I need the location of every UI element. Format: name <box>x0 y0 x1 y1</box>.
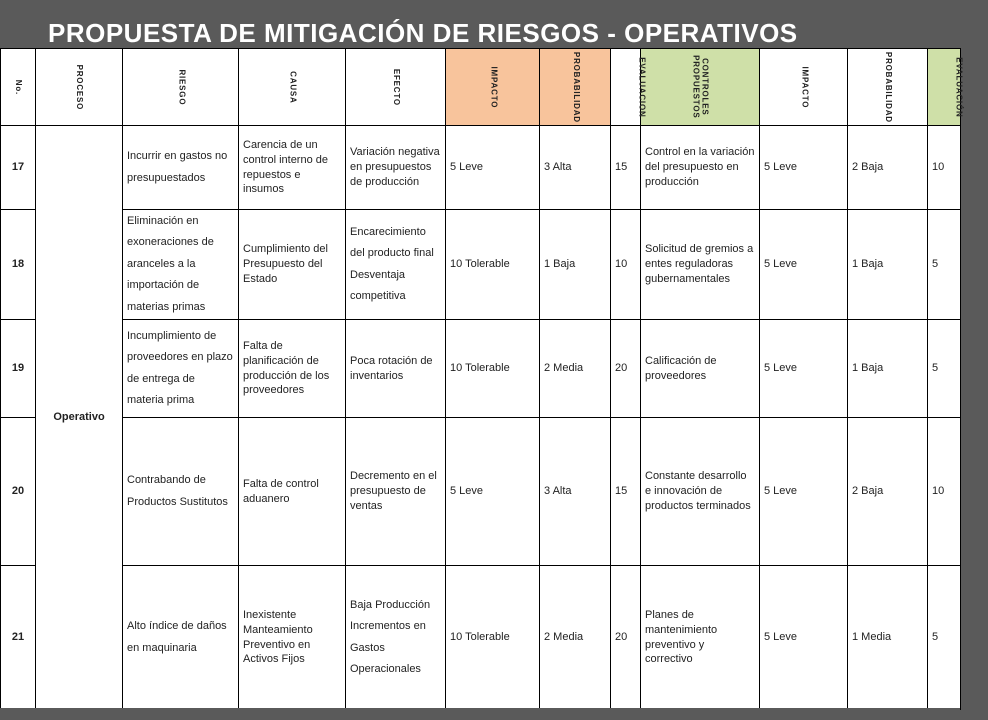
probabilidad2-cell: 2 Baja <box>848 418 928 566</box>
evaluacion2-cell: 5 <box>928 566 961 710</box>
control-cell: Solicitud de gremios a entes reguladoras gubernamentales <box>641 210 760 320</box>
header-row <box>1 49 961 126</box>
header-controles: CONTROLES PROPUESTOS <box>641 49 760 126</box>
risk-table <box>0 48 964 710</box>
table-row <box>1 320 961 418</box>
evaluacion-cell: 10 <box>611 210 641 320</box>
row-number: 19 <box>1 320 36 418</box>
header-riesgo: RIESGO <box>123 49 239 126</box>
probabilidad2-cell: 2 Baja <box>848 126 928 210</box>
risk-table-container <box>0 48 964 708</box>
probabilidad-cell: 3 Alta <box>540 126 611 210</box>
probabilidad2-cell: 1 Media <box>848 566 928 710</box>
header-probabilidad: PROBABILIDAD <box>540 49 611 126</box>
causa-cell: Carencia de un control interno de repuestos e insumos <box>239 126 346 210</box>
riesgo-cell: Incumplimiento de proveedores en plazo de entrega de materia prima <box>123 320 239 418</box>
causa-cell: Falta de control aduanero <box>239 418 346 566</box>
impacto-cell: 5 Leve <box>446 418 540 566</box>
row-number: 21 <box>1 566 36 710</box>
table-row <box>1 126 961 210</box>
header-probabilidad-2: PROBABILIDAD <box>848 49 928 126</box>
header-impacto: IMPACTO <box>446 49 540 126</box>
evaluacion-cell: 15 <box>611 418 641 566</box>
row-number: 17 <box>1 126 36 210</box>
table-row <box>1 210 961 320</box>
impacto2-cell: 5 Leve <box>760 126 848 210</box>
evaluacion2-cell: 5 <box>928 210 961 320</box>
impacto2-cell: 5 Leve <box>760 418 848 566</box>
control-cell: Constante desarrollo e innovación de productos terminados <box>641 418 760 566</box>
causa-cell: Inexistente Manteamiento Preventivo en Activos Fijos <box>239 566 346 710</box>
row-number: 18 <box>1 210 36 320</box>
evaluacion2-cell: 10 <box>928 126 961 210</box>
header-evaluacion: EVALUACION <box>611 49 641 126</box>
probabilidad-cell: 1 Baja <box>540 210 611 320</box>
probabilidad2-cell: 1 Baja <box>848 320 928 418</box>
probabilidad2-cell: 1 Baja <box>848 210 928 320</box>
header-efecto: EFECTO <box>346 49 446 126</box>
proceso-cell: Operativo <box>36 126 123 710</box>
table-row <box>1 566 961 710</box>
riesgo-cell: Alto índice de daños en maquinaria <box>123 566 239 710</box>
bottom-bar <box>0 708 960 720</box>
evaluacion-cell: 15 <box>611 126 641 210</box>
riesgo-cell: Incurrir en gastos no presupuestados <box>123 126 239 210</box>
evaluacion2-cell: 5 <box>928 320 961 418</box>
evaluacion-cell: 20 <box>611 566 641 710</box>
impacto2-cell: 5 Leve <box>760 566 848 710</box>
header-causa: CAUSA <box>239 49 346 126</box>
causa-cell: Falta de planificación de producción de los proveedores <box>239 320 346 418</box>
efecto-cell: Poca rotación de inventarios <box>346 320 446 418</box>
control-cell: Control en la variación del presupuesto en producción <box>641 126 760 210</box>
riesgo-cell: Contrabando de Productos Sustitutos <box>123 418 239 566</box>
header-no: No. <box>1 49 36 126</box>
row-number: 20 <box>1 418 36 566</box>
header-evaluacion-2: EVALUACIÓN <box>928 49 961 126</box>
control-cell: Calificación de proveedores <box>641 320 760 418</box>
impacto2-cell: 5 Leve <box>760 320 848 418</box>
evaluacion2-cell: 10 <box>928 418 961 566</box>
efecto-cell: Baja Producción Incrementos en Gastos Operacionales <box>346 566 446 710</box>
header-proceso: PROCESO <box>36 49 123 126</box>
efecto-cell: Decremento en el presupuesto de ventas <box>346 418 446 566</box>
table-row <box>1 418 961 566</box>
probabilidad-cell: 3 Alta <box>540 418 611 566</box>
page-title: PROPUESTA DE MITIGACIÓN DE RIESGOS - OPERATIVOS <box>48 18 798 48</box>
causa-cell: Cumplimiento del Presupuesto del Estado <box>239 210 346 320</box>
riesgo-cell: Eliminación en exoneraciones de aranceles a la importación de materias primas <box>123 210 239 320</box>
impacto-cell: 10 Tolerable <box>446 210 540 320</box>
probabilidad-cell: 2 Media <box>540 320 611 418</box>
control-cell: Planes de mantenimiento preventivo y correctivo <box>641 566 760 710</box>
efecto-cell: Variación negativa en presupuestos de producción <box>346 126 446 210</box>
impacto-cell: 10 Tolerable <box>446 320 540 418</box>
impacto-cell: 5 Leve <box>446 126 540 210</box>
impacto2-cell: 5 Leve <box>760 210 848 320</box>
probabilidad-cell: 2 Media <box>540 566 611 710</box>
efecto-cell: Encarecimiento del producto final Desventaja competitiva <box>346 210 446 320</box>
impacto-cell: 10 Tolerable <box>446 566 540 710</box>
evaluacion-cell: 20 <box>611 320 641 418</box>
header-impacto-2: IMPACTO <box>760 49 848 126</box>
